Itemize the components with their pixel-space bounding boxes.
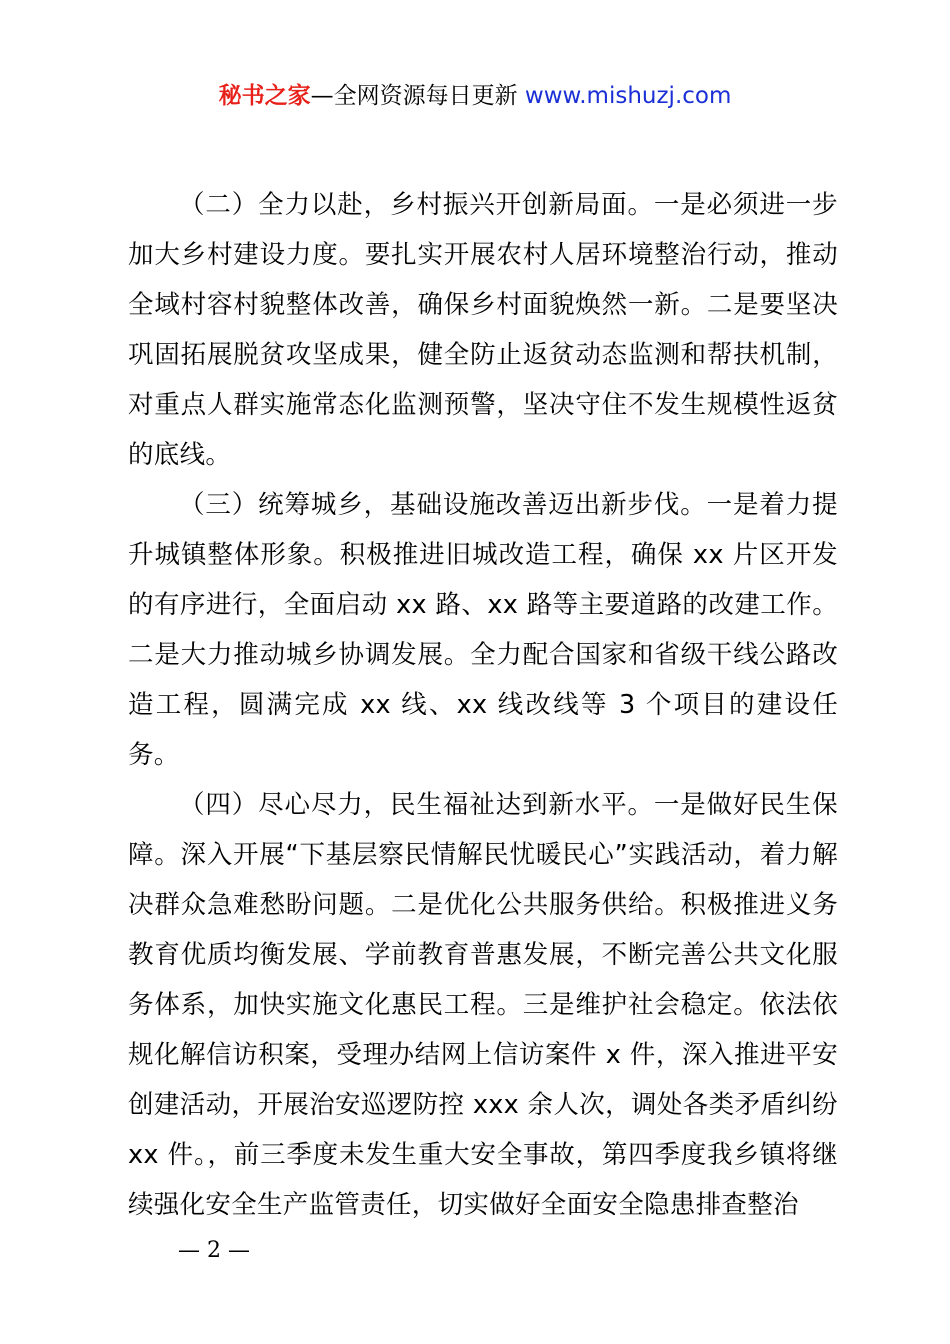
site-slogan: —全网资源每日更新 xyxy=(310,83,525,109)
site-url: www.mishuzj.com xyxy=(524,83,732,109)
page-number: — 2 — xyxy=(178,1238,250,1263)
site-watermark-header xyxy=(0,80,950,112)
site-brand-name: 秘书之家 xyxy=(218,83,311,109)
paragraph-livelihood: （四）尽心尽力，民生福祉达到新水平。一是做好民生保障。深入开展“下基层察民情解民忧暖民心”实践活动，着力解决群众急难愁盼问题。二是优化公共服务供给。积极推进义务教育优质均衡发展、学前教育普惠发展，不断完善公共文化服务体系，加快实施文化惠民工程。三是维护社会稳定。依法依规化解信访积案，受理办结网上信访案件 x 件，深入推进平安创建活动，开展治安巡逻防控 xxx 余人次，调处各类矛盾纠纷 xx 件。，前三季度未发生重大安全事故，第四季度我乡镇将继续强化安全生产监管责任，切实做好全面安全隐患排查整治 xyxy=(128,790,838,1220)
paragraph-infrastructure: （三）统筹城乡，基础设施改善迈出新步伐。一是着力提升城镇整体形象。积极推进旧城改造工程，确保 xx 片区开发的有序进行，全面启动 xx 路、xx 路等主要道路的改建工作。二是大力推动城乡协调发展。全力配合国家和省级干线公路改造工程，圆满完成 xx 线、xx 线改线等 3 个项目的建设任务。 xyxy=(128,490,838,770)
paragraph-rural-revitalization: （二）全力以赴，乡村振兴开创新局面。一是必须进一步加大乡村建设力度。要扎实开展农村人居环境整治行动，推动全域村容村貌整体改善，确保乡村面貌焕然一新。二是要坚决巩固拓展脱贫攻坚成果，健全防止返贫动态监测和帮扶机制，对重点人群实施常态化监测预警，坚决守住不发生规模性返贫的底线。 xyxy=(128,190,838,470)
document-body xyxy=(128,180,838,1230)
